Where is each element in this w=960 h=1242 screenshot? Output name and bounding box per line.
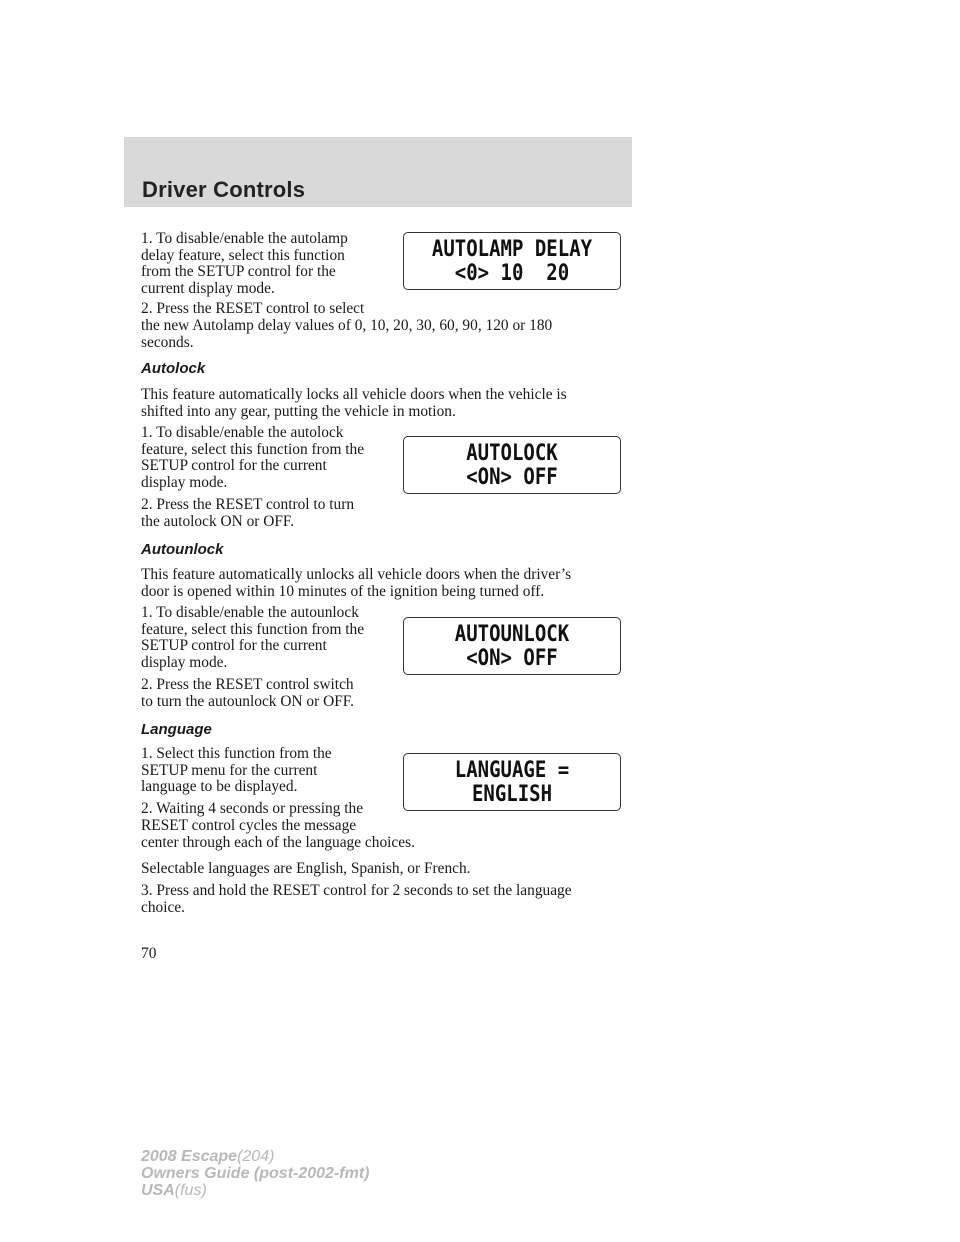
- language-heading: Language: [141, 721, 212, 738]
- autounlock-heading: Autounlock: [141, 541, 224, 558]
- language-step1: 1. Select this function from the SETUP menu for the current language to be displayed.: [141, 745, 332, 796]
- footer-market-code: (fus): [174, 1182, 207, 1199]
- language-display: [403, 753, 621, 811]
- autolock-step2: 2. Press the RESET control to turn the autolock ON or OFF.: [141, 496, 355, 530]
- autolock-display-line1: AUTOLOCK: [466, 440, 558, 466]
- footer-market: USA: [141, 1182, 175, 1199]
- autolock-intro: This feature automatically locks all vehicle doors when the vehicle is shifted into any gear, putting the vehicle in motion.: [141, 386, 567, 420]
- autounlock-display-line2: <ON> OFF: [466, 645, 558, 671]
- language-step2-cont: center through each of the language choices.: [141, 834, 415, 851]
- autounlock-display-line1: AUTOUNLOCK: [454, 621, 570, 647]
- footer-model-code: (204): [237, 1148, 275, 1165]
- section-title: Driver Controls: [142, 177, 306, 202]
- autolamp-display: [403, 232, 621, 290]
- autolamp-display-line2: <0> 10 20: [454, 260, 570, 286]
- autolock-heading: Autolock: [141, 360, 206, 377]
- language-display-line1: LANGUAGE =: [454, 757, 570, 783]
- autounlock-intro: This feature automatically unlocks all vehicle doors when the driver’s door is opened within 10 minutes of the ignition being turned off.: [141, 566, 572, 600]
- footer-model: 2008 Escape: [141, 1148, 238, 1165]
- autolamp-step1: 1. To disable/enable the autolamp delay feature, select this function from the SETUP control for the current display mode.: [141, 230, 348, 297]
- autolamp-step2-cont: the new Autolamp delay values of 0, 10, 20, 30, 60, 90, 120 or 180 seconds.: [141, 317, 553, 351]
- autolamp-display-line1: AUTOLAMP DELAY: [431, 236, 593, 262]
- page-number: 70: [141, 945, 157, 962]
- document-footer: [141, 1148, 369, 1199]
- autounlock-step2: 2. Press the RESET control switch to turn the autounlock ON or OFF.: [141, 676, 354, 710]
- autounlock-step1: 1. To disable/enable the autounlock feature, select this function from the SETUP control for the current display mode.: [141, 604, 365, 671]
- language-step3: 3. Press and hold the RESET control for 2 seconds to set the language choice.: [141, 882, 572, 916]
- language-selectable: Selectable languages are English, Spanish, or French.: [141, 860, 471, 877]
- autolock-display: [403, 436, 621, 494]
- language-step2-start: 2. Waiting 4 seconds or pressing the RESET control cycles the message: [141, 800, 364, 834]
- autounlock-display: [403, 617, 621, 675]
- language-display-line2: ENGLISH: [471, 781, 553, 807]
- section-header-band: [124, 137, 632, 207]
- autolock-display-line2: <ON> OFF: [466, 464, 558, 490]
- autolock-step1: 1. To disable/enable the autolock feature, select this function from the SETUP control for the current display mode.: [141, 424, 365, 491]
- autolamp-step2-start: 2. Press the RESET control to select: [141, 300, 365, 317]
- footer-guide: Owners Guide (post-2002-fmt): [141, 1165, 370, 1182]
